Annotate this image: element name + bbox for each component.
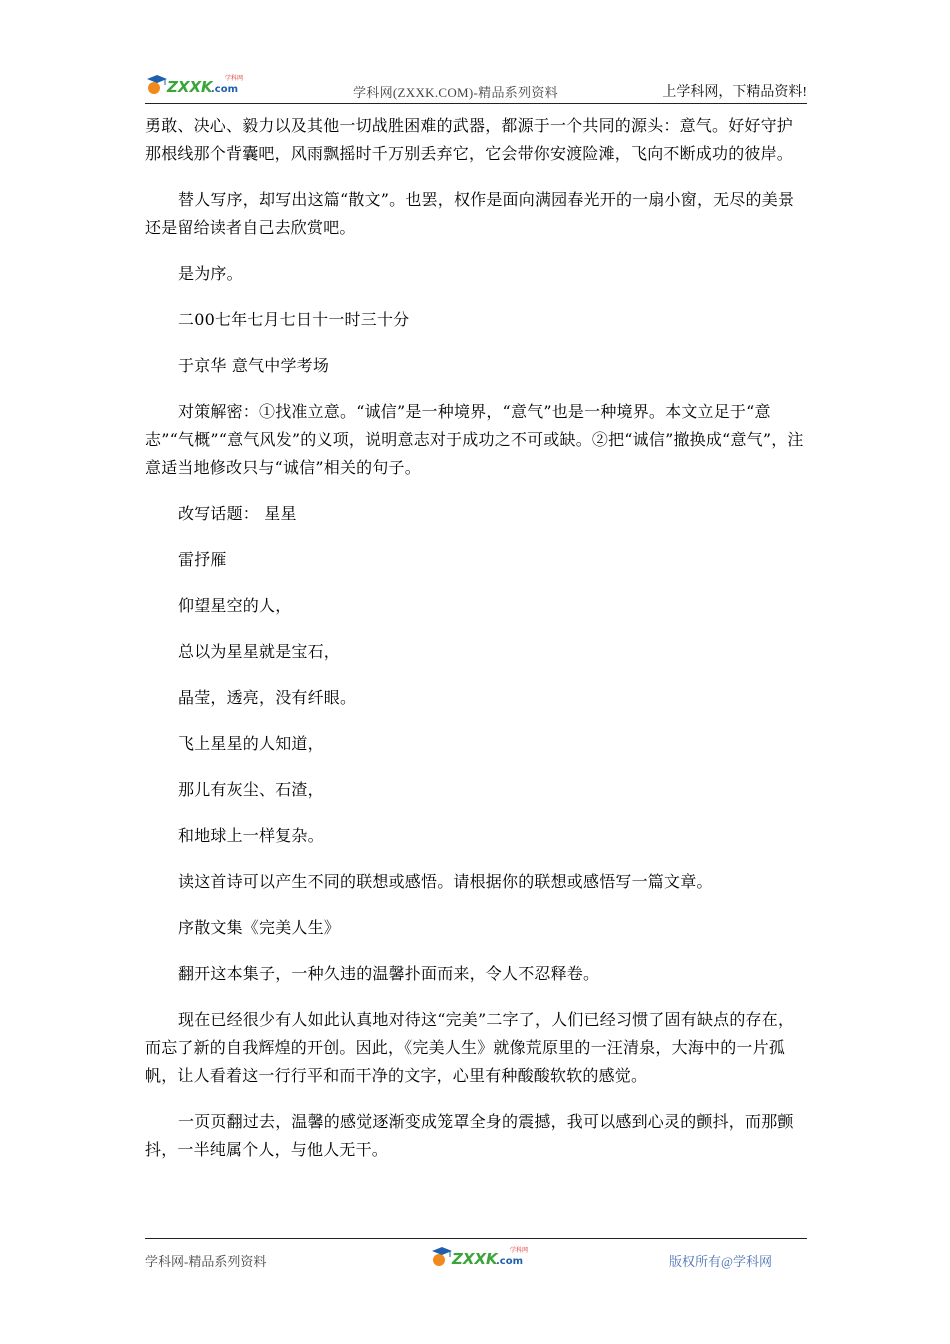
svg-text:.com: .com — [496, 1256, 524, 1267]
paragraph: 勇敢、决心、毅力以及其他一切战胜困难的武器，都源于一个共同的源头：意气。好好守护那根线那个背囊吧，风雨飘摇时千万别丢弃它，它会带你安渡险滩，飞向不断成功的彼岸。 — [145, 116, 794, 163]
header-divider — [145, 103, 807, 104]
paragraph: 改写话题： 星星 — [178, 504, 297, 523]
paragraph: 替人写序，却写出这篇“散文”。也罢，权作是面向满园春光开的一扇小窗，无尽的美景还是留给读者自己去欣赏吧。 — [145, 190, 795, 237]
poem-line: 晶莹，透亮，没有纤眼。 — [178, 688, 357, 707]
poem-author: 雷抒雁 — [178, 550, 227, 569]
poem-line: 总以为星星就是宝石， — [178, 642, 341, 661]
paragraph: 一页页翻过去，温馨的感觉逐渐变成笼罩全身的震撼，我可以感到心灵的颤抖，而那颤抖，一半纯属个人，与他人无干。 — [145, 1112, 794, 1159]
footer-copyright-link[interactable]: 版权所有@学科网 — [669, 1254, 772, 1269]
page-header — [145, 64, 807, 102]
svg-text:学科网: 学科网 — [225, 75, 244, 82]
svg-text:ZXXK: ZXXK — [452, 1250, 498, 1268]
paragraph: 对策解密：①找准立意。“诚信”是一种境界，“意气”也是一种境界。本文立足于“意志”“气概”“意气风发”的义项，说明意志对于成功之不可或缺。②把“诚信”撤换成“意气”，注意适当地修改只与“诚信”相关的句子。 — [145, 402, 804, 477]
poem-line: 那儿有灰尘、石渣， — [178, 780, 324, 799]
svg-text:学科网: 学科网 — [510, 1247, 529, 1254]
paragraph: 是为序。 — [178, 264, 243, 283]
poem-line: 仰望星空的人， — [178, 596, 292, 615]
header-slogan: 上学科网，下精品资料! — [662, 85, 807, 100]
poem-line: 飞上星星的人知道， — [178, 734, 324, 753]
paragraph: 现在已经很少有人如此认真地对待这“完美”二字了，人们已经习惯了固有缺点的存在，而忘了新的自我辉煌的开创。因此，《完美人生》就像荒原里的一汪清泉，大海中的一片孤帆，让人看着这一行行平和而干净的文字，心里有种酸酸软软的感觉。 — [145, 1010, 795, 1085]
zxxk-logo — [145, 68, 250, 98]
paragraph: 于京华 意气中学考场 — [178, 356, 330, 375]
paragraph: 读这首诗可以产生不同的联想或感悟。请根据你的联想或感悟写一篇文章。 — [178, 872, 713, 891]
svg-text:.com: .com — [211, 84, 239, 95]
document-body — [145, 112, 807, 1182]
paragraph: 二00七年七月七日十一时三十分 — [178, 310, 410, 329]
footer-site-label: 学科网-精品系列资料 — [145, 1254, 267, 1269]
paragraph: 翻开这本集子，一种久违的温馨扑面而来，令人不忍释卷。 — [178, 964, 600, 983]
header-site-title: 学科网(ZXXK.COM)-精品系列资料 — [353, 85, 558, 100]
zxxk-footer-logo — [430, 1240, 535, 1270]
poem-line: 和地球上一样复杂。 — [178, 826, 324, 845]
essay-title: 序散文集《完美人生》 — [178, 918, 341, 937]
footer-divider — [145, 1238, 807, 1239]
svg-text:ZXXK: ZXXK — [167, 78, 213, 96]
